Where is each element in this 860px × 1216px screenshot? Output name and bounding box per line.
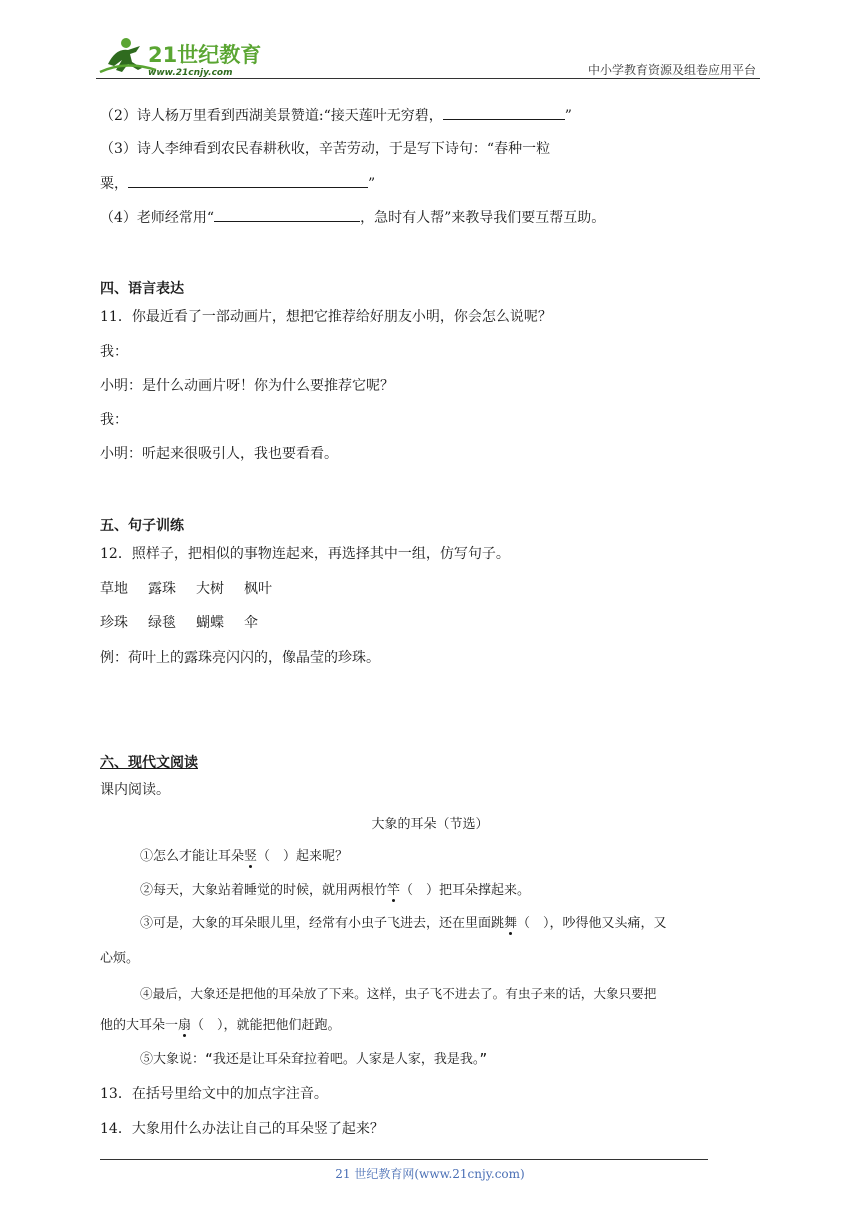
passage-paragraph-3: ③可是，大象的耳朵眼儿里，经常有小虫子飞进去，还在里面跳舞（ ），吵得他又头痛，又 (140, 916, 667, 931)
word-item[interactable]: 枫叶 (244, 581, 272, 597)
question-14: 14．大象用什么办法让自己的耳朵竖了起来？ (100, 1121, 384, 1137)
word-item[interactable]: 大树 (196, 581, 224, 597)
passage-paragraph-1: ①怎么才能让耳朵竖（ ）起来呢？ (140, 849, 349, 864)
word-item[interactable]: 绿毯 (148, 615, 176, 631)
dialog-line: 小明：是什么动画片呀！你为什么要推荐它呢？ (100, 378, 394, 394)
dotted-char: 竖 (244, 849, 258, 864)
passage-paragraph-4: ④最后，大象还是把他的耳朵放了下来。这样，虫子飞不进去了。有虫子来的话，大象只要把 (140, 986, 657, 1001)
header-divider (96, 78, 760, 79)
passage-paragraph-5: ⑤大象说：“我还是让耳朵耷拉着吧。人家是人家，我是我。” (140, 1052, 488, 1067)
answer-blank[interactable] (128, 173, 368, 188)
q10-item-2: （2）诗人杨万里看到西湖美景赞道:“接天莲叶无穷碧， ” (100, 105, 572, 126)
page-header (96, 32, 760, 80)
platform-label: 中小学教育资源及组卷应用平台 (587, 63, 756, 77)
question-13: 13．在括号里给文中的加点字注音。 (100, 1086, 328, 1102)
dotted-char: 竿 (387, 883, 401, 898)
passage-paragraph-3-cont: 心烦。 (100, 951, 140, 966)
word-item[interactable]: 伞 (244, 615, 258, 631)
logo-21cnjy (96, 34, 266, 78)
dialog-line: 小明：听起来很吸引人，我也要看看。 (100, 446, 338, 462)
question-11: 11．你最近看了一部动画片，想把它推荐给好朋友小明，你会怎么说呢？ (100, 309, 552, 325)
reading-intro: 课内阅读。 (100, 782, 170, 798)
page-footer[interactable]: 21 世纪教育网(www.21cnjy.com) (335, 1167, 525, 1181)
q10-item-3-line1: （3）诗人李绅看到农民春耕秋收，辛苦劳动，于是写下诗句：“春种一粒 (100, 141, 551, 157)
passage-title: 大象的耳朵（节选） (371, 817, 489, 832)
passage-paragraph-2: ②每天，大象站着睡觉的时候，就用两根竹竿（ ）把耳朵撑起来。 (140, 883, 531, 898)
q10-item-4: （4）老师经常用“ ，急时有人帮”来教导我们要互帮互助。 (100, 207, 605, 228)
dialog-line: 我： (100, 412, 128, 428)
svg-text:www.21cnjy.com: www.21cnjy.com (148, 68, 233, 78)
example-sentence: 例：荷叶上的露珠亮闪闪的，像晶莹的珍珠。 (100, 650, 380, 666)
q10-item-3-line2: 粟， ” (100, 173, 375, 194)
dialog-line: 我： (100, 344, 128, 360)
answer-blank[interactable] (214, 207, 360, 222)
word-row-1 (100, 579, 292, 599)
section-4-title: 四、语言表达 (100, 281, 184, 297)
section-5-title: 五、句子训练 (100, 518, 184, 534)
svg-text:21世纪教育: 21世纪教育 (148, 43, 262, 67)
word-item[interactable]: 蝴蝶 (196, 615, 224, 631)
word-item[interactable]: 草地 (100, 581, 128, 597)
footer-divider (100, 1159, 708, 1160)
question-12: 12．照样子，把相似的事物连起来，再选择其中一组，仿写句子。 (100, 546, 510, 562)
answer-blank[interactable] (443, 105, 565, 120)
dotted-char: 扇 (178, 1018, 192, 1033)
word-row-2 (100, 613, 278, 633)
word-item[interactable]: 露珠 (148, 581, 176, 597)
section-6-title: 六、现代文阅读 (100, 755, 198, 771)
word-item[interactable]: 珍珠 (100, 615, 128, 631)
passage-paragraph-4-cont: 他的大耳朵一扇（ ），就能把他们赶跑。 (100, 1018, 341, 1033)
dotted-char: 舞 (504, 916, 518, 931)
